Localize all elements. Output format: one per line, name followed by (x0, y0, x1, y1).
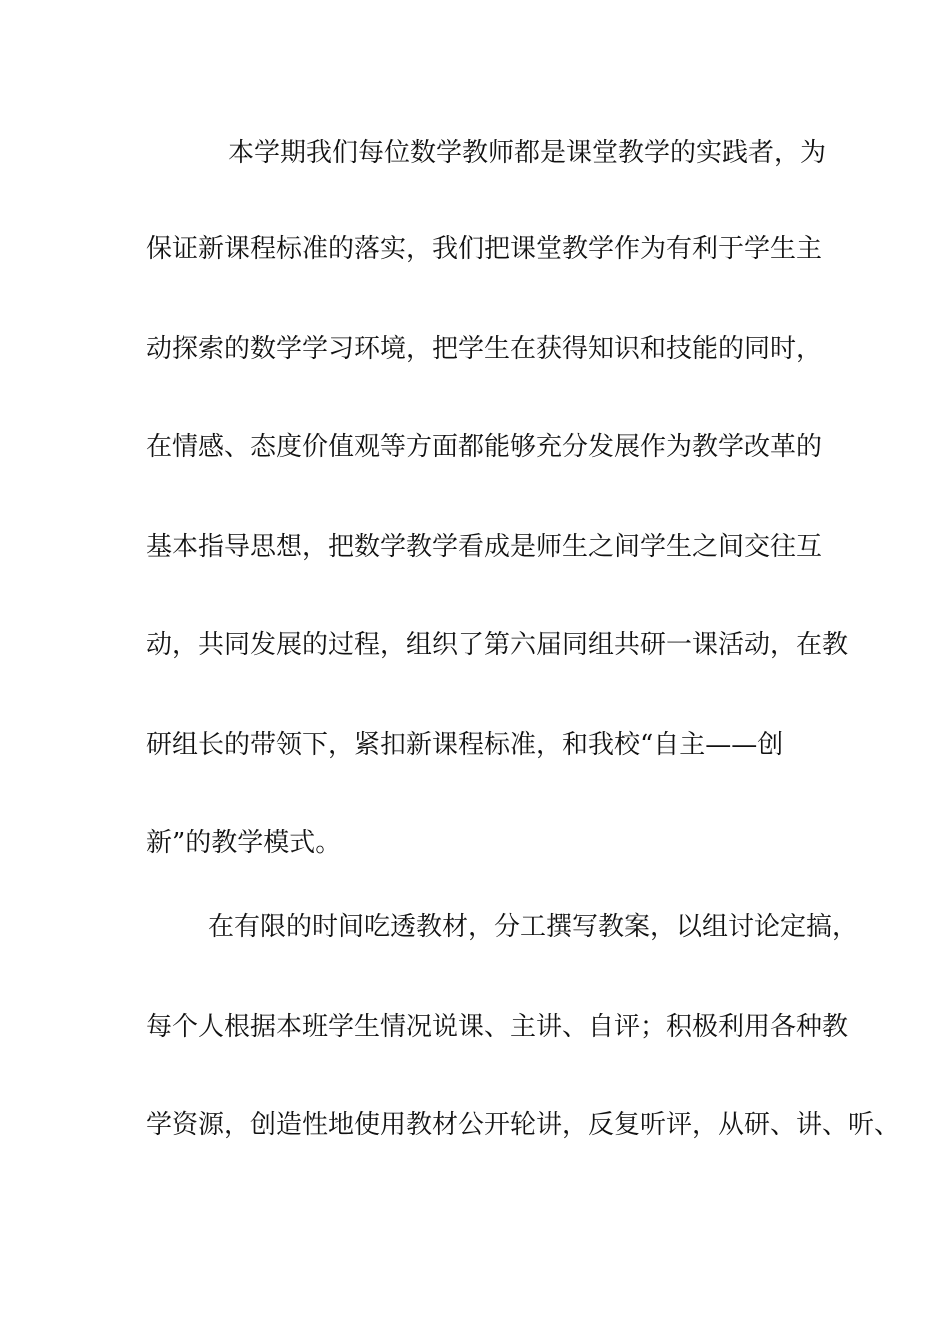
paragraph-1-line-3: 动探索的数学学习环境，把学生在获得知识和技能的同时， (146, 334, 823, 364)
paragraph-1-line-5: 基本指导思想，把数学教学看成是师生之间学生之间交往互 (146, 532, 823, 562)
paragraph-2-line-2: 每个人根据本班学生情况说课、主讲、自评；积极利用各种教 (146, 1012, 849, 1042)
paragraph-1-line-4: 在情感、态度价值观等方面都能够充分发展作为教学改革的 (146, 432, 823, 462)
paragraph-2-line-3: 学资源，创造性地使用教材公开轮讲，反复听评，从研、讲、听、 (146, 1110, 901, 1140)
paragraph-1-line-7: 研组长的带领下，紧扣新课程标准，和我校“自主——创 (146, 730, 784, 760)
paragraph-1-line-2: 保证新课程标准的落实，我们把课堂教学作为有利于学生主 (146, 234, 823, 264)
paragraph-2-line-1: 在有限的时间吃透教材，分工撰写教案，以组讨论定搞， (208, 912, 859, 942)
paragraph-1-line-8: 新”的教学模式。 (146, 828, 342, 858)
paragraph-1-line-6: 动，共同发展的过程，组织了第六届同组共研一课活动，在教 (146, 630, 849, 660)
paragraph-1-line-1: 本学期我们每位数学教师都是课堂教学的实践者，为 (228, 138, 827, 168)
